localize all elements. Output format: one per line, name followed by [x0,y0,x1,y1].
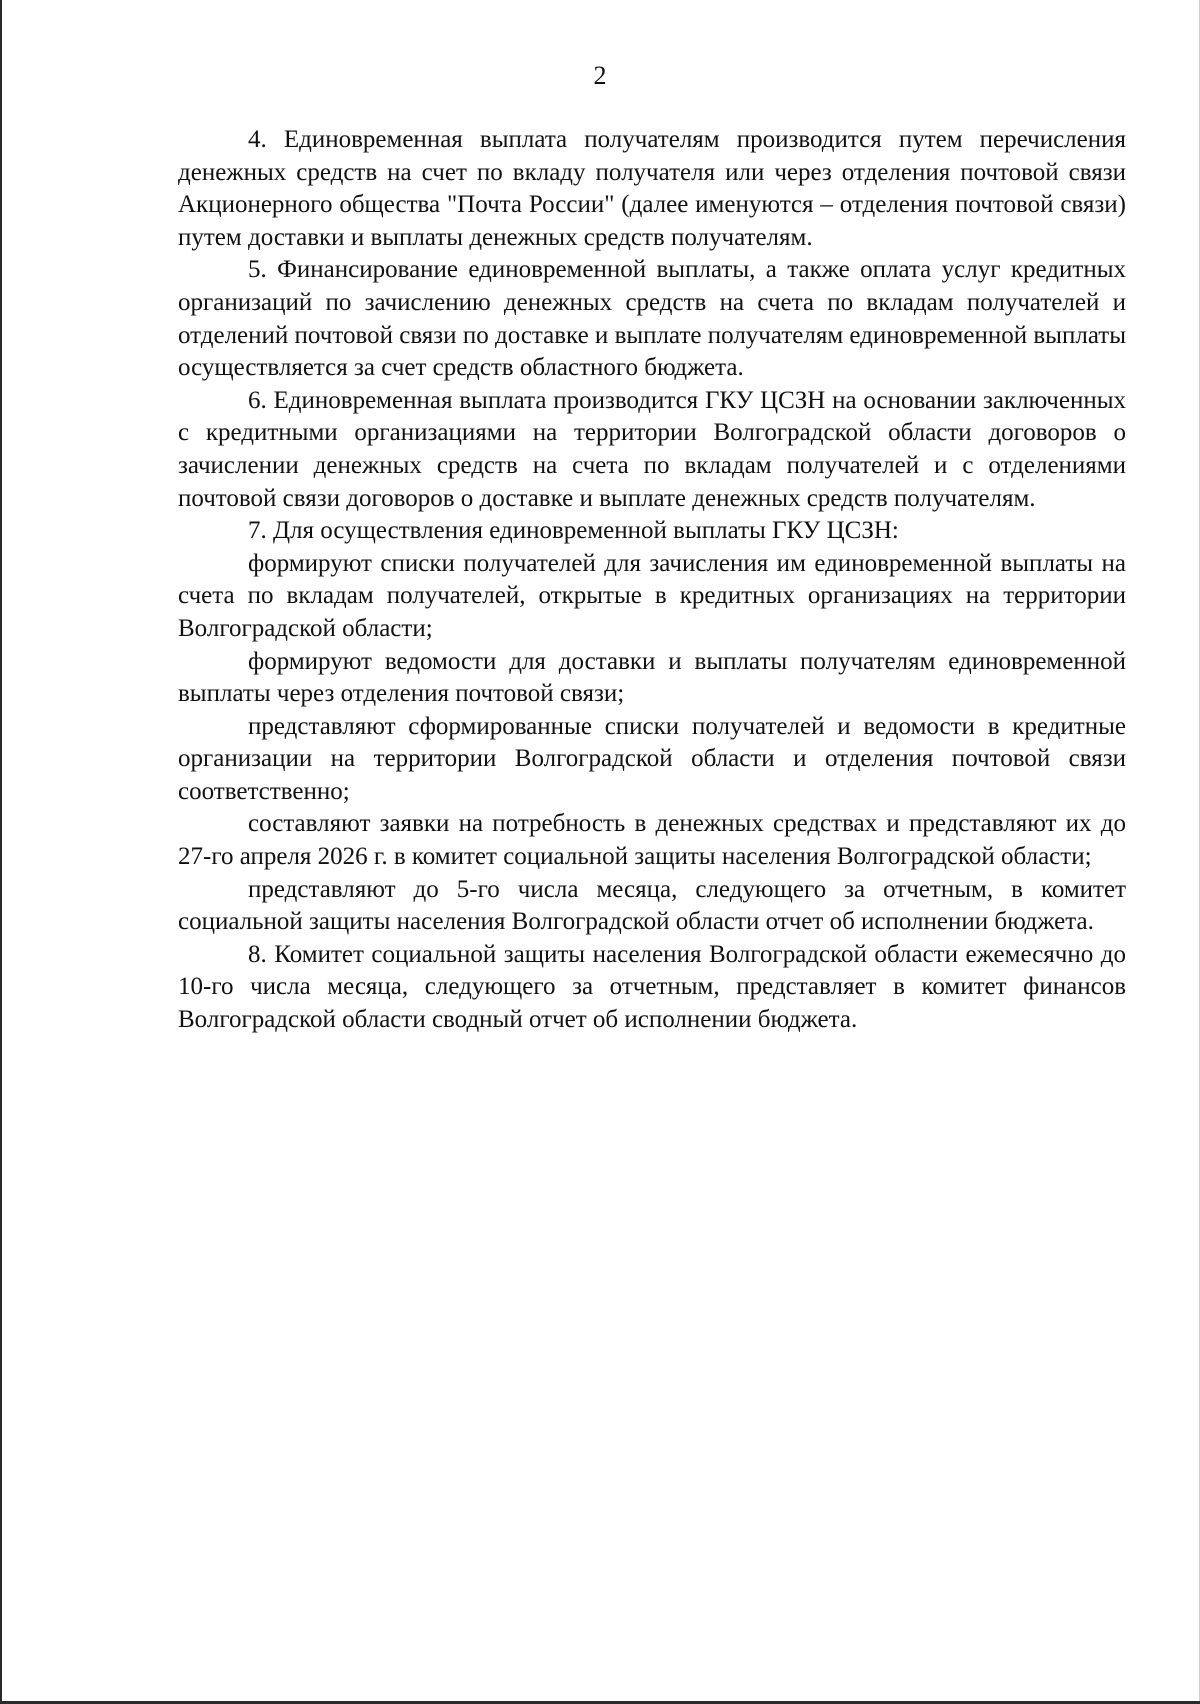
scan-edge-left [0,0,2,1704]
paragraph-item-7-statements: формируют ведомости для доставки и выплаты получателям единовременной выплаты через отделения почтовой связи; [178,647,1126,708]
paragraph-item-6: 6. Единовременная выплата производится ГКУ ЦСЗН на основании заключенных с кредитными организациями на территории Волгоградской области договоров о зачислении денежных средств на счета по вкладам получателей и с отделениями почтовой связи договоров о доставке и выплате денежных средств получателям. [178,386,1126,512]
paragraph-item-7-requests: составляют заявки на потребность в денежных средствах и представляют их до 27-го апреля 2026 г. в комитет социальной защиты населения Волгоградской области; [178,810,1126,871]
paragraph-item-5: 5. Финансирование единовременной выплаты, а также оплата услуг кредитных организаций по зачислению денежных средств на счета по вкладам получателей и отделений почтовой связи по доставке и выплате получателям единовременной выплаты осуществляется за счет средств областного бюджета. [178,256,1126,382]
paragraph-item-7-report: представляют до 5-го числа месяца, следующего за отчетным, в комитет социальной защиты населения Волгоградской области отчет об исполнении бюджета. [178,875,1126,936]
paragraph-item-7-lists: формируют списки получателей для зачисления им единовременной выплаты на счета по вкладам получателей, открытые в кредитных организациях на территории Волгоградской области; [178,549,1126,642]
paragraph-item-4: 4. Единовременная выплата получателям производится путем перечисления денежных средств на счет по вкладу получателя или через отделения почтовой связи Акционерного общества "Почта России" (далее именуются – отделения почтовой связи) путем доставки и выплаты денежных средств получателям. [178,126,1126,251]
document-body [178,124,1126,1037]
paragraph-item-7: 7. Для осуществления единовременной выплаты ГКУ ЦСЗН: [248,517,899,545]
page-number: 2 [593,61,607,90]
paragraph-item-8: 8. Комитет социальной защиты населения Волгоградской области ежемесячно до 10-го числа месяца, следующего за отчетным, представляет в комитет финансов Волгоградской области сводный отчет об исполнении бюджета. [178,940,1126,1034]
paragraph-item-7-submission: представляют сформированные списки получателей и ведомости в кредитные организации на территории Волгоградской области и отделения почтовой связи соответственно; [178,712,1126,805]
